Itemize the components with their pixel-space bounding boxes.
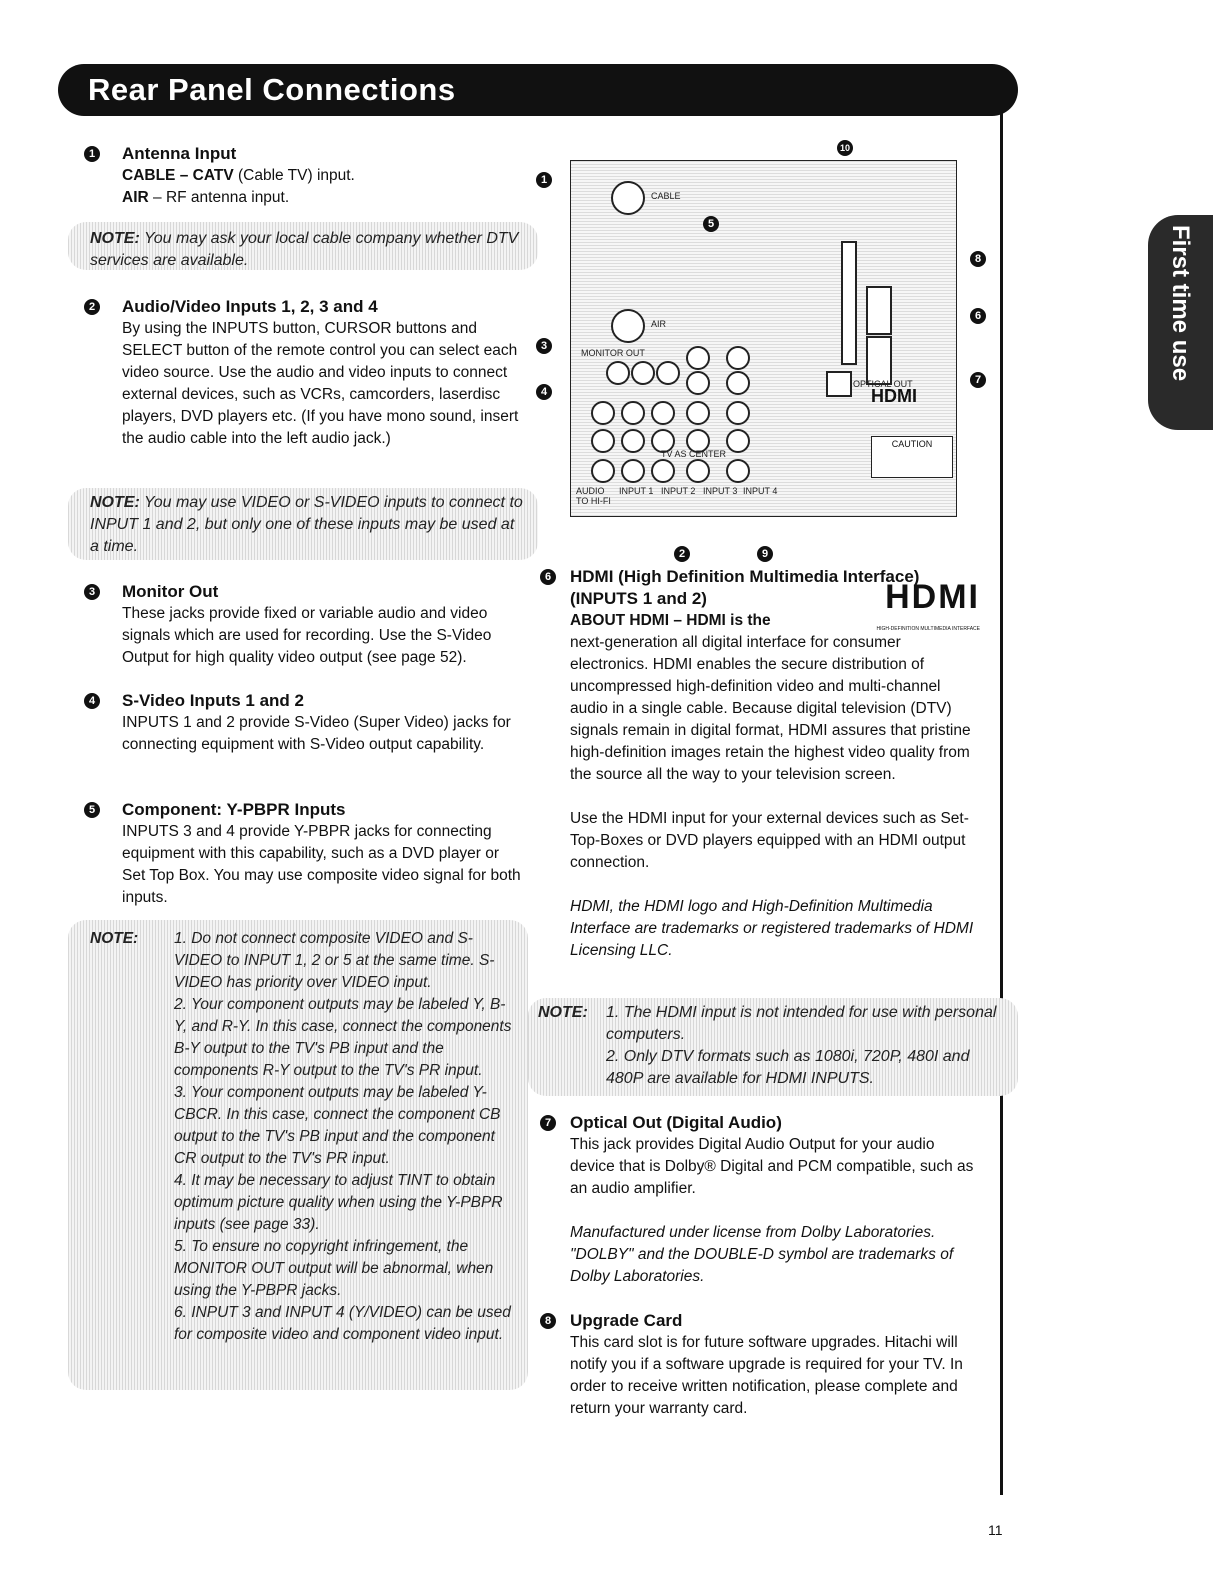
section-heading: Optical Out (Digital Audio) xyxy=(570,1113,782,1132)
section-heading: Upgrade Card xyxy=(570,1311,683,1330)
diagram-callout-4: 4 xyxy=(536,384,552,400)
diagram-label-air: AIR xyxy=(651,319,667,329)
jack xyxy=(621,429,645,453)
note-box-hdmi: NOTE: 1. The HDMI input is not intended for use with personal computers. 2. Only DTV formats such as 1080i, 720P, 480I and 480P are available for HDMI INPUTS. xyxy=(528,998,1018,1096)
hdmi-about: ABOUT HDMI – HDMI is the HDMI HIGH-DEFINITION MULTIMEDIA INTERFACE xyxy=(570,610,980,632)
air-jack xyxy=(611,309,645,343)
diagram-label-cable: CABLE xyxy=(651,191,681,201)
side-tab xyxy=(1148,215,1213,430)
diagram-callout-9: 9 xyxy=(757,546,773,562)
section-component xyxy=(84,799,524,909)
optical-out-port xyxy=(826,371,852,397)
jack xyxy=(686,401,710,425)
diagram-label-input1: INPUT 1 xyxy=(619,486,654,496)
section-line: AIR – RF antenna input. xyxy=(122,189,290,206)
note-item: 1. The HDMI input is not intended for use with personal computers. xyxy=(606,1004,997,1043)
note-item: 6. INPUT 3 and INPUT 4 (Y/VIDEO) can be used for composite video and component video input. xyxy=(174,1304,511,1343)
jack xyxy=(651,459,675,483)
jack xyxy=(591,401,615,425)
jack xyxy=(726,346,750,370)
trademark-text: HDMI, the HDMI logo and High-Definition Multimedia Interface are trademarks or registered trademarks of HDMI Licensing LLC. xyxy=(570,898,974,959)
diagram-callout-3: 3 xyxy=(536,338,552,354)
section-monitor-out xyxy=(84,581,524,669)
diagram-callout-10: 10 xyxy=(837,140,853,156)
jack xyxy=(686,371,710,395)
note-box-component: NOTE: 1. Do not connect composite VIDEO and S-VIDEO to INPUT 1, 2 or 5 at the same time. S-VIDEO has priority over VIDEO input. 2. Your component outputs may be labeled Y, B-Y, and R-Y. In this case, connect the components B-Y output to the TV's PB input and the components R-Y output to the TV's PR input. 3. Your component outputs may be labeled Y-CBCR. In this case, connect the component CB output to the TV's PB input and the component CR output to the TV's PR input. 4. It may be necessary to adjust TINT to obtain optimum picture quality when using the Y-PBPR inputs (see page 33). 5. To ensure no copyright infringement, the MONITOR OUT output will be abnormal, when using the Y-PBPR jacks. 6. INPUT 3 and INPUT 4 (Y/VIDEO) can be used for composite video and component video input. xyxy=(68,920,528,1390)
callout-3: 3 xyxy=(84,584,100,600)
jack xyxy=(631,361,655,385)
note-item: 2. Only DTV formats such as 1080i, 720P, 480I and 480P are available for HDMI INPUTS. xyxy=(606,1048,970,1087)
jack xyxy=(591,459,615,483)
diagram-callout-6: 6 xyxy=(970,308,986,324)
section-text: These jacks provide fixed or variable audio and video signals which are used for recording. Use the S-Video Output for high quality video output (see page 52). xyxy=(122,605,492,666)
hdmi-logo-sub: HIGH-DEFINITION MULTIMEDIA INTERFACE xyxy=(876,626,980,632)
section-antenna xyxy=(84,143,524,209)
dolby-text: Manufactured under license from Dolby Laboratories. "DOLBY" and the DOUBLE-D symbol are trademarks of Dolby Laboratories. xyxy=(570,1224,954,1285)
callout-2: 2 xyxy=(84,299,100,315)
vertical-rule xyxy=(1000,110,1003,1495)
note-box: NOTE: You may ask your local cable company whether DTV services are available. xyxy=(68,222,538,270)
note-list xyxy=(606,1002,1008,1090)
jack xyxy=(686,459,710,483)
diagram-label-tv-center: TV AS CENTER xyxy=(661,449,727,459)
jack xyxy=(621,401,645,425)
section-text: INPUTS 1 and 2 provide S-Video (Super Video) jacks for connecting equipment with S-Video output capability. xyxy=(122,714,511,753)
hdmi-port-1 xyxy=(866,286,892,335)
note-item: 4. It may be necessary to adjust TINT to obtain optimum picture quality when using the Y-PBPR inputs (see page 33). xyxy=(174,1172,503,1233)
section-line: CABLE – CATV (Cable TV) input. xyxy=(122,167,355,184)
diagram-label-monitor-out: MONITOR OUT xyxy=(581,348,645,358)
note-text: You may ask your local cable company whether DTV services are available. xyxy=(90,230,519,269)
section-text: next-generation all digital interface for consumer electronics. HDMI enables the secure distribution of uncompressed high-definition video and multi-channel audio in a single cable. Because digital television (DTV) signals remain in digital format, HDMI assures that pristine high-definition images retain the highest video quality from the source all the way to your television screen. xyxy=(570,634,971,783)
diagram-label-audio: AUDIO TO HI-FI xyxy=(576,486,611,506)
callout-1: 1 xyxy=(84,146,100,162)
jack xyxy=(651,401,675,425)
section-heading: S-Video Inputs 1 and 2 xyxy=(122,691,304,710)
section-text: This card slot is for future software upgrades. Hitachi will notify you if a software upgrade is required for your TV. In order to receive written notification, please complete and return your warranty card. xyxy=(570,1334,963,1417)
diagram-callout-7: 7 xyxy=(970,372,986,388)
section-hdmi xyxy=(540,566,980,962)
jack xyxy=(606,361,630,385)
section-upgrade xyxy=(540,1310,980,1420)
side-tab-label: First time use xyxy=(1167,225,1194,382)
section-heading: Audio/Video Inputs 1, 2, 3 and 4 xyxy=(122,297,378,316)
callout-7: 7 xyxy=(540,1115,556,1131)
section-text: By using the INPUTS button, CURSOR buttons and SELECT button of the remote control you can select each video source. Use the audio and video inputs to connect external devices, such as VCRs, camcorders, laserdisc players, DVD players etc. (If you have mono sound, insert the audio cable into the left audio jack.) xyxy=(122,320,519,447)
jack xyxy=(591,429,615,453)
diagram-label-optical: OPTICAL OUT xyxy=(853,379,913,389)
note-item: 3. Your component outputs may be labeled Y-CBCR. In this case, connect the component CB output to the TV's PB input and the component CR output to the TV's PR input. xyxy=(174,1084,501,1167)
section-text: Use the HDMI input for your external devices such as Set-Top-Boxes or DVD players equipped with an HDMI output connection. xyxy=(570,810,969,871)
callout-4: 4 xyxy=(84,693,100,709)
note-text: You may use VIDEO or S-VIDEO inputs to connect to INPUT 1 and 2, but only one of these inputs may be used at a time. xyxy=(90,494,523,555)
callout-6: 6 xyxy=(540,569,556,585)
note-item: 5. To ensure no copyright infringement, the MONITOR OUT output will be abnormal, when using the Y-PBPR jacks. xyxy=(174,1238,494,1299)
cable-jack xyxy=(611,181,645,215)
diagram-callout-8: 8 xyxy=(970,251,986,267)
upgrade-card-slot xyxy=(841,241,857,365)
rear-panel-diagram xyxy=(570,160,957,517)
section-heading: Antenna Input xyxy=(122,144,237,163)
section-heading: HDMI (High Definition Multimedia Interface) (INPUTS 1 and 2) xyxy=(570,567,920,608)
caution-label: CAUTION xyxy=(871,436,953,478)
diagram-callout-5: 5 xyxy=(703,216,719,232)
diagram-callout-1: 1 xyxy=(536,172,552,188)
jack xyxy=(621,459,645,483)
note-box: NOTE: You may use VIDEO or S-VIDEO inputs to connect to INPUT 1 and 2, but only one of these inputs may be used at a time. xyxy=(68,488,538,560)
section-heading: Component: Y-PBPR Inputs xyxy=(122,800,346,819)
jack xyxy=(726,401,750,425)
diagram-hdmi-logo: HDMI xyxy=(871,386,917,406)
callout-8: 8 xyxy=(540,1313,556,1329)
diagram-label-input3: INPUT 3 xyxy=(703,486,738,496)
callout-5: 5 xyxy=(84,802,100,818)
section-svideo xyxy=(84,690,524,756)
jack xyxy=(726,459,750,483)
section-av-inputs xyxy=(84,296,524,450)
jack xyxy=(686,346,710,370)
section-heading: Monitor Out xyxy=(122,582,219,601)
diagram-callout-2: 2 xyxy=(674,546,690,562)
note-list xyxy=(174,928,518,1346)
jack xyxy=(726,371,750,395)
section-text: This jack provides Digital Audio Output for your audio device that is Dolby® Digital and PCM compatible, such as an audio amplifier. xyxy=(570,1136,974,1197)
title-bar xyxy=(58,64,1018,116)
jack xyxy=(656,361,680,385)
jack xyxy=(726,429,750,453)
diagram-label-input2: INPUT 2 xyxy=(661,486,696,496)
hdmi-logo: HDMI xyxy=(885,578,980,616)
section-optical xyxy=(540,1112,980,1288)
page-number: 11 xyxy=(988,1522,1003,1538)
page-title: Rear Panel Connections xyxy=(88,72,456,107)
note-item: 1. Do not connect composite VIDEO and S-VIDEO to INPUT 1, 2 or 5 at the same time. S-VIDEO has priority over VIDEO input. xyxy=(174,930,495,991)
section-text: INPUTS 3 and 4 provide Y-PBPR jacks for connecting equipment with this capability, such as a DVD player or Set Top Box. You may use composite video signal for both inputs. xyxy=(122,823,521,906)
note-item: 2. Your component outputs may be labeled Y, B-Y, and R-Y. In this case, connect the components B-Y output to the TV's PB input and the components R-Y output to the TV's PR input. xyxy=(174,996,512,1079)
diagram-label-input4: INPUT 4 xyxy=(743,486,778,496)
hdmi-port-2 xyxy=(866,336,892,385)
